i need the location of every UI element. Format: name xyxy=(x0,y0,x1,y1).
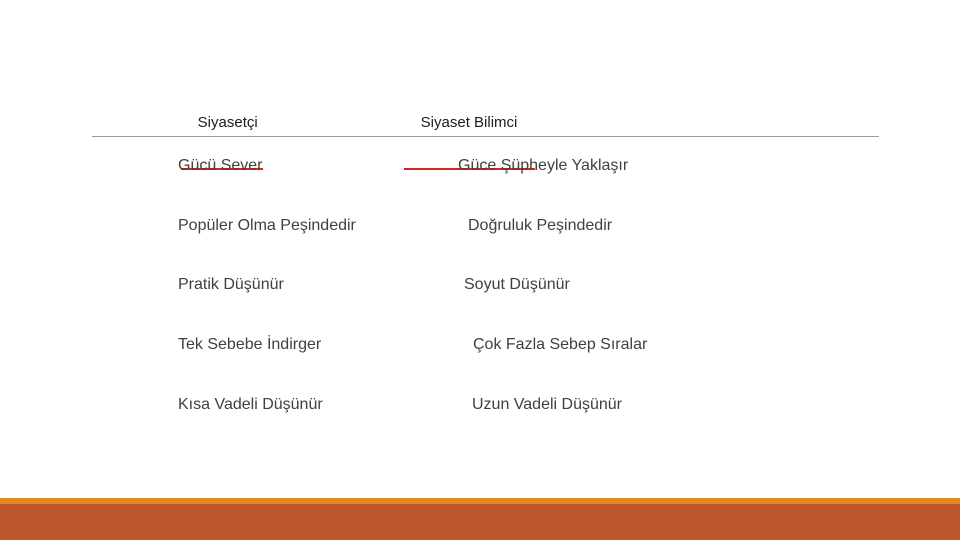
column-header-label: Siyaset Bilimci xyxy=(420,114,518,131)
row-left-text: Tek Sebebe İndirger xyxy=(178,336,322,353)
footer-bar xyxy=(0,504,960,540)
column-header-label: Siyasetçi xyxy=(197,114,258,131)
row-left-text: Pratik Düşünür xyxy=(178,276,284,293)
row-left-text: Gücü Sever xyxy=(178,157,263,174)
row-left-text: Popüler Olma Peşindedir xyxy=(178,217,356,234)
row-right-text: Doğruluk Peşindedir xyxy=(468,217,613,234)
row-right-text: Çok Fazla Sebep Sıralar xyxy=(473,336,648,353)
row-right-text: Soyut Düşünür xyxy=(464,276,570,293)
row-right-text: Güce Şüpheyle Yaklaşır xyxy=(458,157,629,174)
header-divider xyxy=(92,136,879,137)
row-right-text: Uzun Vadeli Düşünür xyxy=(472,396,623,413)
row-left-text: Kısa Vadeli Düşünür xyxy=(178,396,323,413)
